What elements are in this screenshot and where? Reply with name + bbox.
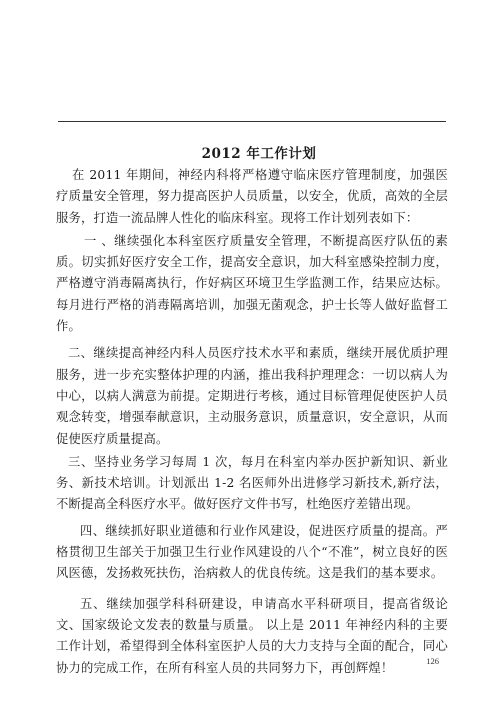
intro-paragraph: 在 2011 年期间，神经内科将严格遵守临床医疗管理制度，加强医疗质量安全管理，努力提高医护人员质量，以安全，优质，高效的全层服务，打造一流品牌人性化的临床科室。现将工作计划列表如下： [56,168,448,225]
plan-item-4: 四、继续抓好职业道德和行业作风建设，促进医疗质量的提高。严格贯彻卫生部关于加强卫生行业作风建设的八个“不准”，树立良好的医风医德，发扬救死扶伤，治病救人的优良传统。这是我们的基本要求。 [56,523,448,581]
plan-item-3: 三、坚持业务学习每周 1 次，每月在科室内举办医护新知识、新业务、新技术培训。计划派出 1-2 名医师外出进修学习新技术,新疗法，不断提高全科医疗水平。做好医疗文件书写，杜绝医疗差错出现。 [56,454,448,512]
header-rule [58,121,446,122]
plan-item-5: 五、继续加强学科科研建设，申请高水平科研项目，提高省级论文、国家级论文发表的数量与质量。 以上是 2011 年神经内科的主要工作计划，希望得到全体科室医护人员的大力支持与全面的配合，同心协力的完成工作，在所有科室人员的共同努力下，再创辉煌！ [56,596,448,675]
plan-item-2: 二、继续提高神经内科人员医疗技术水平和素质，继续开展优质护理服务，进一步充实整体护理的内涵，推出我科护理理念：一切以病人为中心，以病人满意为前提。定期进行考核，通过目标管理促使医护人员观念转变，增强奉献意识，主动服务意识，质量意识，安全意识，从而促使医疗质量提高。 [56,346,448,446]
page-number: 126 [426,656,439,666]
plan-item-1: 一 、继续强化本科室医疗质量安全管理，不断提高医疗队伍的素质。切实抓好医疗安全工作，提高安全意识，加大科室感染控制力度，严格遵守消毒隔离执行，作好病区环境卫生学监测工作，结果应达标。每月进行严格的消毒隔离培训，加强无菌观念，护士长等人做好监督工作。 [56,233,448,334]
document-body [56,165,448,681]
document-title: 2012 年工作计划 [201,146,317,162]
